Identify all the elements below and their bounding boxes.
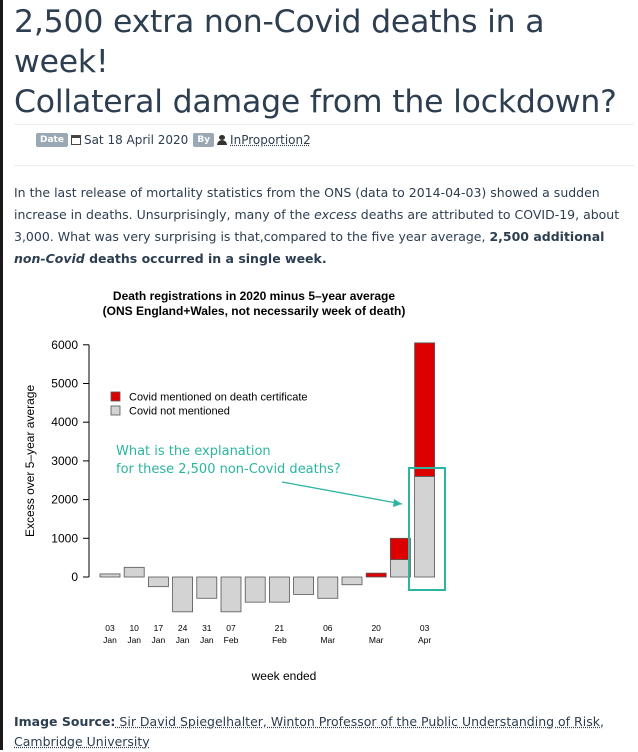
x-tick-day: 20 — [371, 623, 381, 633]
y-tick-label: 1000 — [51, 531, 78, 546]
x-axis-label: week ended — [251, 669, 317, 683]
legend-label: Covid mentioned on death certificate — [129, 391, 308, 404]
chart-title-line-1: Death registrations in 2020 minus 5–year average — [112, 289, 396, 303]
y-axis — [51, 338, 89, 584]
bar-covid — [415, 343, 435, 477]
x-tick-labels — [103, 623, 431, 645]
page-title — [14, 2, 634, 122]
x-tick-day: 03 — [105, 623, 115, 633]
annotation-line-2: for these 2,500 non-Covid deaths? — [116, 462, 341, 477]
y-tick-label: 0 — [71, 570, 78, 584]
bar-noncovid — [269, 577, 289, 602]
author-badge: By — [193, 133, 214, 147]
bar-noncovid — [197, 577, 217, 598]
chart-container — [14, 285, 484, 695]
intro-emphasis-excess: excess — [314, 207, 357, 222]
x-tick-day: 31 — [202, 623, 212, 633]
intro-text-1: In the last release of mortality statistics from the ONS (data to 2014-04-03) showed a sudden increase in deaths. Unsurprisingly, many of the — [14, 185, 600, 222]
x-tick-month: Feb — [223, 635, 239, 645]
legend-swatch — [111, 406, 120, 415]
x-tick-day: 24 — [177, 623, 188, 633]
intro-bold-1: 2,500 additional — [489, 229, 605, 244]
y-tick-label: 2000 — [51, 492, 78, 507]
image-source-text: Sir David Spiegelhalter, Winton Professor of the Public Understanding of Risk, Cambridge University — [14, 714, 604, 749]
x-tick-day: 03 — [419, 623, 430, 633]
x-tick-month: Mar — [320, 635, 336, 645]
bar-noncovid — [173, 577, 193, 612]
bar-noncovid — [294, 577, 314, 594]
annotation-arrow — [282, 482, 402, 504]
y-tick-label: 5000 — [51, 376, 78, 391]
intro-text-2: deaths are attributed to COVID-19, about 3,000. What was very surprising is that,compared to the five year average, — [14, 207, 620, 244]
x-tick-month: Jan — [127, 635, 142, 645]
bar-noncovid — [221, 577, 241, 612]
publish-date: Sat 18 April 2020 — [83, 133, 189, 147]
x-tick-day: 10 — [129, 623, 139, 633]
page-left-border — [0, 0, 3, 750]
bar-noncovid — [318, 577, 338, 598]
x-tick-day: 07 — [226, 623, 236, 633]
x-tick-day: 21 — [274, 623, 285, 633]
intro-bold-noncovid: non-Covid — [14, 251, 85, 266]
bar-noncovid — [124, 567, 144, 577]
title-line-2: Collateral damage from the lockdown? — [14, 84, 617, 120]
excess-deaths-chart — [14, 285, 484, 695]
user-icon — [217, 135, 227, 145]
bar-noncovid — [100, 574, 120, 577]
image-source — [14, 712, 634, 752]
bar-covid — [366, 573, 386, 577]
x-tick-month: Feb — [272, 635, 287, 645]
x-tick-month: Jan — [199, 635, 214, 645]
legend-swatch — [111, 392, 120, 401]
bar-covid — [390, 538, 410, 559]
article-meta-bar — [14, 124, 634, 166]
x-tick-month: Mar — [368, 635, 384, 645]
intro-bold-2: deaths occurred in a single week. — [84, 251, 327, 266]
date-badge: Date — [36, 133, 68, 147]
annotation-line-1: What is the explanation — [116, 444, 271, 459]
x-tick-month: Jan — [103, 635, 117, 645]
x-tick-day: 17 — [153, 623, 164, 633]
x-tick-month: Apr — [417, 635, 432, 645]
x-tick-day: 06 — [323, 623, 333, 633]
bars-layer — [100, 343, 435, 612]
y-axis-label: Excess over 5–year average — [23, 384, 37, 537]
x-tick-month: Jan — [175, 635, 190, 645]
bar-noncovid — [390, 560, 410, 577]
bar-noncovid — [148, 577, 168, 587]
calendar-icon — [71, 135, 81, 145]
y-tick-label: 4000 — [51, 415, 78, 430]
y-tick-label: 6000 — [51, 337, 78, 352]
legend-label: Covid not mentioned — [129, 405, 230, 418]
bar-noncovid — [415, 476, 435, 577]
intro-paragraph — [14, 182, 630, 270]
chart-legend — [111, 392, 308, 418]
title-line-1: 2,500 extra non-Covid deaths in a week! — [14, 4, 545, 80]
y-tick-label: 3000 — [51, 453, 78, 468]
author-link[interactable]: InProportion2 — [230, 133, 311, 147]
chart-title — [103, 289, 406, 318]
image-source-label: Image Source: — [14, 714, 116, 729]
bar-noncovid — [342, 577, 362, 585]
bar-noncovid — [245, 577, 265, 602]
article-meta — [36, 133, 311, 147]
x-tick-month: Jan — [151, 635, 166, 645]
annotation-arrowhead — [393, 499, 402, 507]
chart-title-line-2: (ONS England+Wales, not necessarily week of death) — [102, 304, 406, 318]
